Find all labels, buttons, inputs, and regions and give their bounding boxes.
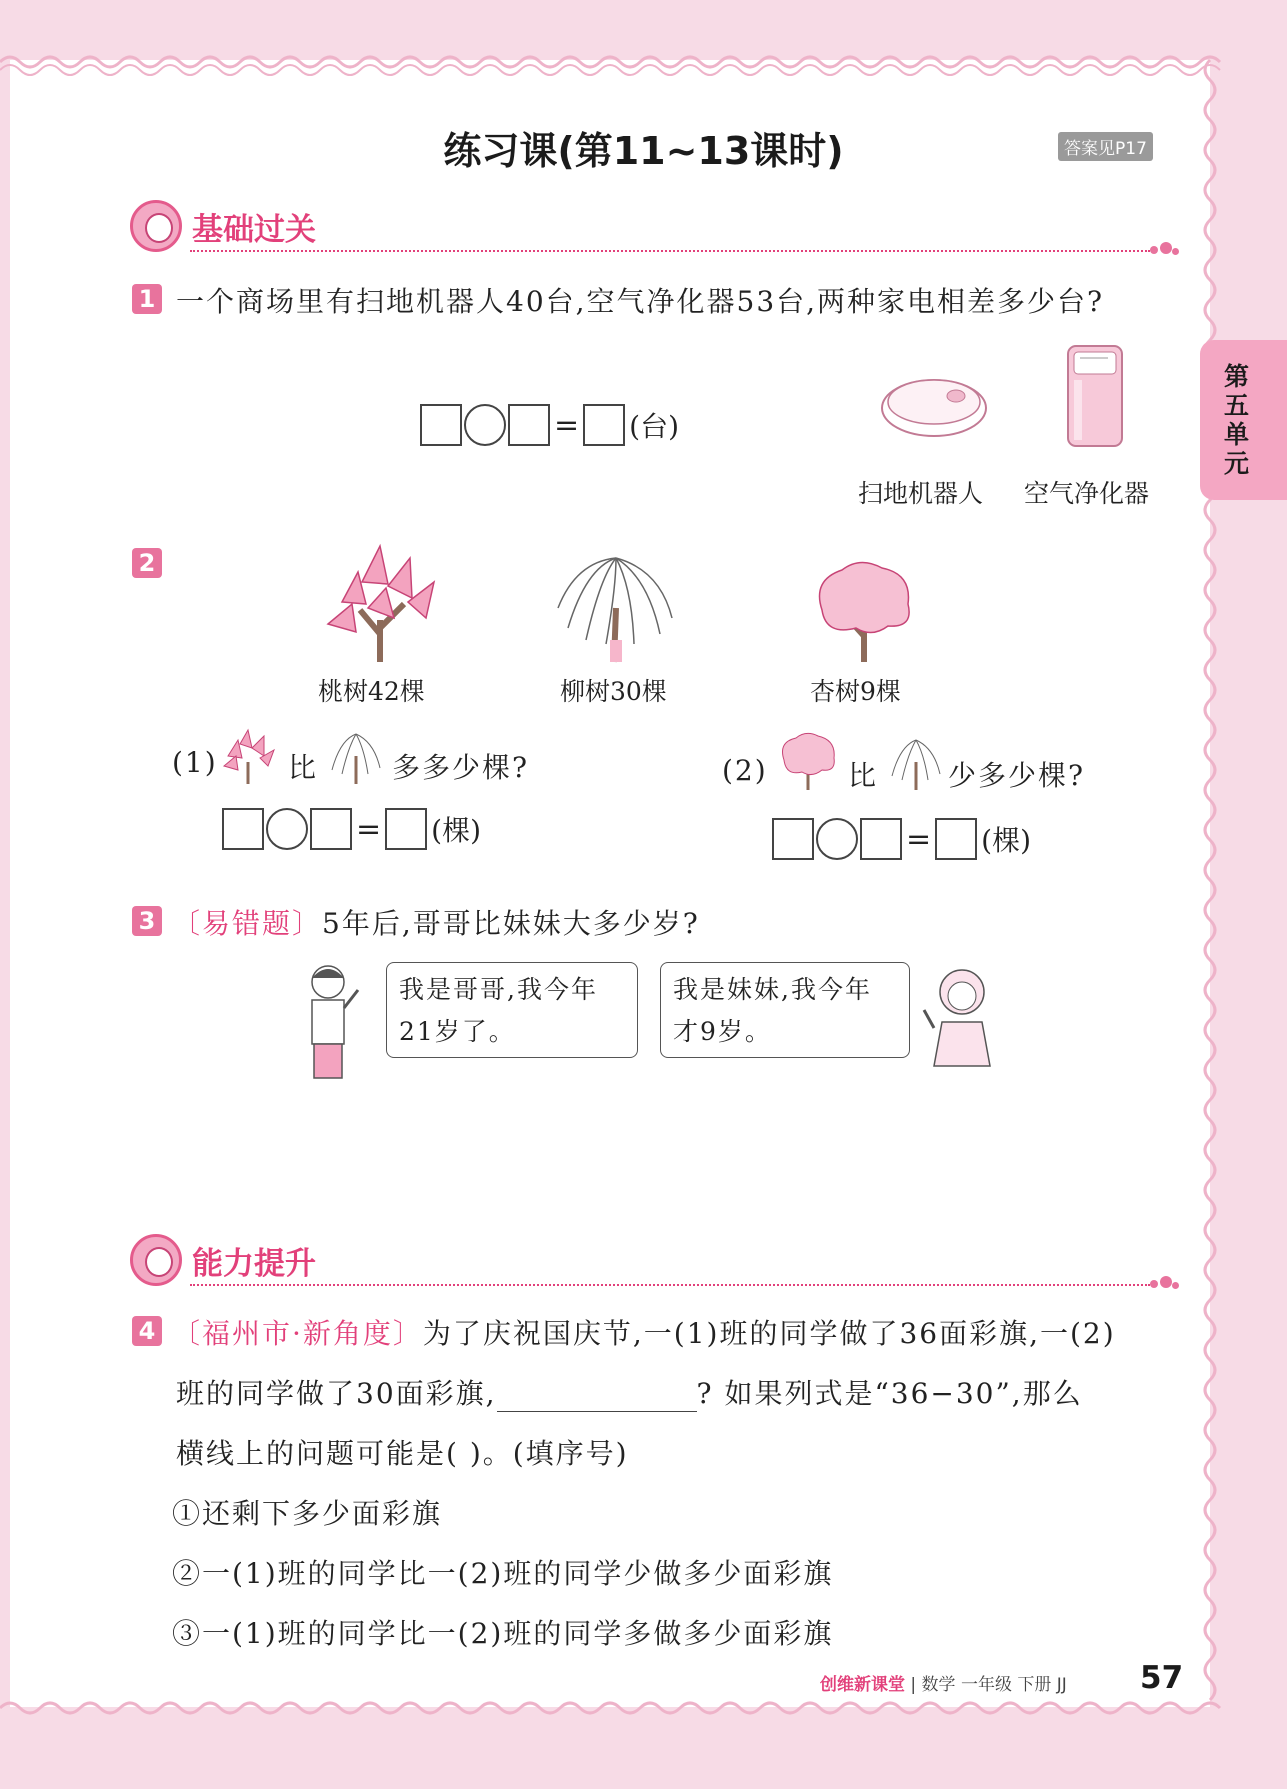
answer-option: ③一(1)班的同学比一(2)班的同学多做多少面彩旗 <box>172 1617 834 1650</box>
answer-option: ②一(1)班的同学比一(2)班的同学少做多少面彩旗 <box>172 1557 834 1590</box>
page-number: 57 <box>1140 1660 1184 1696</box>
subquestion-suffix: 多多少棵? <box>392 751 530 784</box>
question-number: 4 <box>132 1316 162 1346</box>
subquestion-suffix: 少多少棵? <box>948 759 1086 792</box>
bubble-text: 我是妹妹,我今年 <box>673 975 872 1004</box>
section-label: 基础过关 <box>192 212 316 248</box>
question-number: 3 <box>132 906 162 936</box>
operator-circle[interactable] <box>464 404 506 446</box>
answer-box[interactable] <box>772 818 814 860</box>
equals-sign: = <box>356 811 382 847</box>
item-caption: 空气净化器 <box>1024 479 1150 508</box>
tree-caption: 杏树9棵 <box>810 677 901 706</box>
dots-decoration-icon <box>1150 242 1180 258</box>
tree-caption: 柳树30棵 <box>560 677 667 706</box>
section-divider <box>190 250 1150 252</box>
item-caption: 扫地机器人 <box>858 479 984 508</box>
question-text <box>172 902 700 942</box>
blank-line[interactable] <box>497 1384 697 1412</box>
question-text: 横线上的问题可能是( )。(填序号) <box>176 1437 629 1470</box>
question-text: 一个商场里有扫地机器人40台,空气净化器53台,两种家电相差多少台? <box>176 285 1105 318</box>
unit-label: (棵) <box>431 814 481 847</box>
willow-tree-icon <box>888 736 944 790</box>
boy-icon <box>298 960 368 1080</box>
section-label: 能力提升 <box>192 1246 316 1282</box>
question-body: 5年后,哥哥比妹妹大多少岁? <box>322 907 700 940</box>
willow-tree-icon <box>328 730 384 784</box>
subquestion-compare-word: 比 <box>288 751 319 784</box>
peach-tree-icon <box>220 728 276 784</box>
answer-box[interactable] <box>385 808 427 850</box>
equals-sign: = <box>554 407 580 443</box>
unit-label: (棵) <box>981 824 1031 857</box>
unit-side-tab-label: 第五单元 <box>1224 362 1250 478</box>
answer-formula <box>772 818 1031 860</box>
bubble-text: 才9岁。 <box>673 1017 772 1046</box>
operator-circle[interactable] <box>266 808 308 850</box>
answer-box[interactable] <box>420 404 462 446</box>
equals-sign: = <box>906 821 932 857</box>
speech-bubble-boy <box>386 962 638 1058</box>
section-divider <box>190 1284 1150 1286</box>
footer-brand: 创维新课堂 <box>820 1675 905 1695</box>
mascot-icon <box>130 1234 182 1286</box>
question-tag: 〔福州市·新角度〕 <box>172 1317 423 1350</box>
section-header-advanced <box>130 1234 1180 1294</box>
answer-box[interactable] <box>310 808 352 850</box>
mascot-icon <box>130 200 182 252</box>
question-text <box>172 1312 1116 1352</box>
section-header-basic <box>130 200 1180 260</box>
answer-box[interactable] <box>860 818 902 860</box>
subquestion-prefix: (2) <box>722 754 768 787</box>
peach-tree-icon <box>322 542 442 664</box>
answer-option: ①还剩下多少面彩旗 <box>172 1497 443 1530</box>
apricot-tree-icon <box>778 730 838 790</box>
tree-caption: 桃树42棵 <box>318 677 425 706</box>
question-line: 为了庆祝国庆节,一(1)班的同学做了36面彩旗,一(2) <box>422 1317 1116 1350</box>
question-line: ? 如果列式是“36−30”,那么 <box>696 1377 1083 1410</box>
question-number: 1 <box>132 284 162 314</box>
page-footer <box>820 1670 1067 1695</box>
willow-tree-icon <box>556 548 676 664</box>
unit-label: (台) <box>629 410 679 443</box>
dots-decoration-icon <box>1150 1276 1180 1292</box>
answer-formula <box>222 808 481 850</box>
answer-formula <box>420 404 679 446</box>
question-line: 班的同学做了30面彩旗, <box>176 1377 497 1410</box>
top-wave-border <box>0 40 1287 80</box>
unit-side-tab <box>1200 340 1287 500</box>
speech-bubble-girl <box>660 962 910 1058</box>
answer-box[interactable] <box>935 818 977 860</box>
question-number: 2 <box>132 548 162 578</box>
robot-vacuum-icon <box>878 370 990 440</box>
girl-icon <box>924 966 1004 1076</box>
apricot-tree-icon <box>812 556 916 664</box>
question-tag: 〔易错题〕 <box>172 907 323 940</box>
operator-circle[interactable] <box>816 818 858 860</box>
answer-box[interactable] <box>508 404 550 446</box>
page-title: 练习课(第11~13课时) <box>443 129 844 173</box>
footer-text: 数学 一年级 下册 JJ <box>921 1675 1067 1695</box>
air-purifier-icon <box>1062 340 1132 452</box>
right-wave-border <box>1192 60 1232 1710</box>
answer-box[interactable] <box>222 808 264 850</box>
answer-box[interactable] <box>583 404 625 446</box>
bottom-wave-border <box>0 1690 1287 1730</box>
answer-reference-badge: 答案见P17 <box>1058 132 1153 161</box>
subquestion-prefix: (1) <box>172 746 218 779</box>
footer-separator: | <box>910 1675 917 1695</box>
bubble-text: 我是哥哥,我今年 <box>399 975 598 1004</box>
question-text <box>176 1372 1083 1412</box>
bubble-text: 21岁了。 <box>399 1017 516 1046</box>
subquestion-compare-word: 比 <box>848 759 879 792</box>
